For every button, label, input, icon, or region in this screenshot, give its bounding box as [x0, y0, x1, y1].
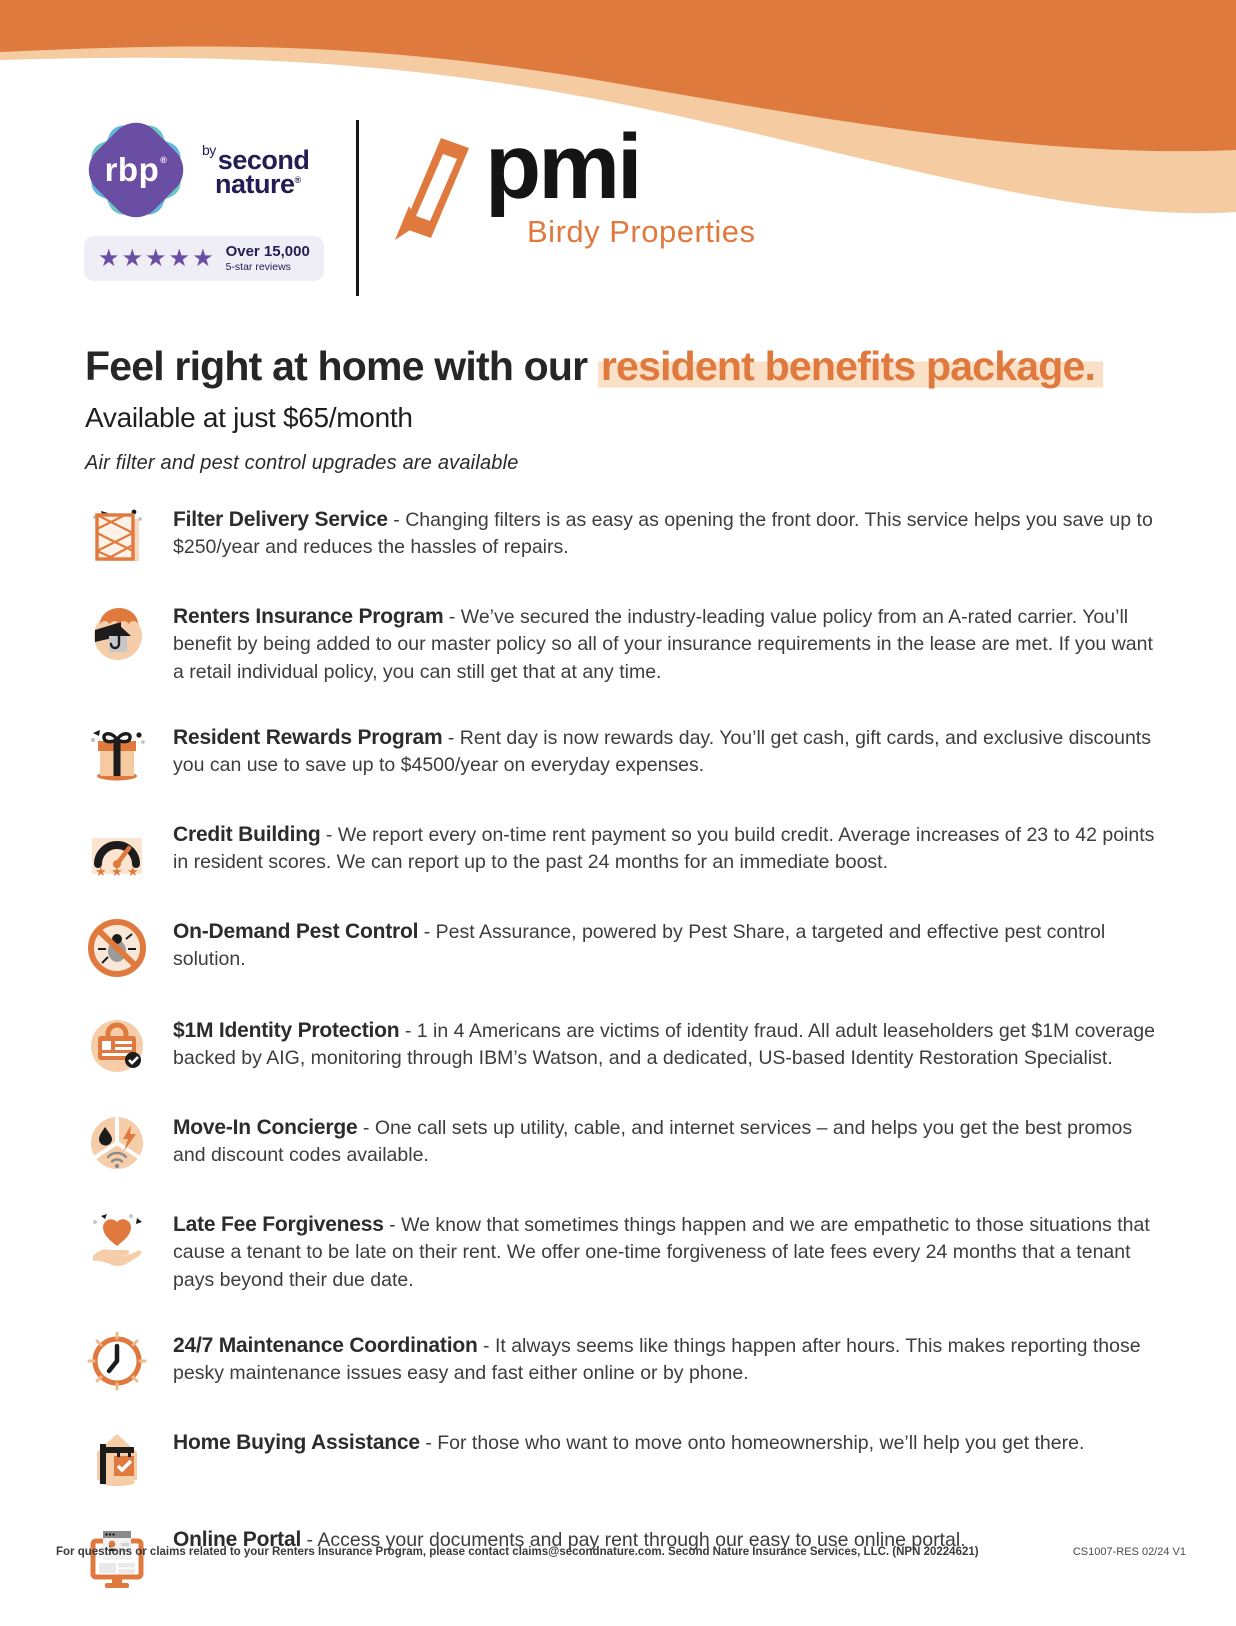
benefit-item-pest-control: On-Demand Pest Control - Pest Assurance, powered by Pest Share, a targeted and effective pest control solution.: [85, 917, 1155, 979]
svg-text:★: ★: [111, 865, 123, 881]
benefit-item-credit-building: ★ ★ ★ Credit Building - We report every on-time rent payment so you build credit. Average increases of 23 to 42 points in resident scores. We can report up to the past 24 months for an immediate boost.: [85, 820, 1155, 880]
gift-icon: [85, 723, 149, 783]
pmi-company-name: Birdy Properties: [527, 213, 756, 249]
no-pests-icon: [85, 917, 149, 979]
heart-in-hand-icon: [85, 1210, 149, 1270]
benefit-title: Resident Rewards Program: [173, 726, 443, 750]
benefit-description: 1 in 4 Americans are victims of identity fraud. All adult leaseholders get $1M coverage backed by AIG, monitoring through IBM’s Watson, and a dedicated, US-based Identity Restoration Specialist.: [173, 1020, 1155, 1070]
benefit-item-late-fee-forgiveness: Late Fee Forgiveness - We know that sometimes things happen and we are empathetic to those situations that cause a tenant to be late on their rent. We offer one-time forgiveness of late fees every 24 months that a tenant pays beyond their due date.: [85, 1210, 1155, 1294]
upgrade-note: Air filter and pest control upgrades are available: [85, 452, 519, 475]
benefit-title: Online Portal: [173, 1528, 302, 1552]
highlighted-title-text: resident benefits package.: [598, 343, 1103, 389]
benefits-list: [85, 505, 1155, 1589]
hero-section: [85, 344, 1155, 475]
benefit-title: Home Buying Assistance: [173, 1431, 420, 1455]
benefit-description: It always seems like things happen after hours. This makes reporting those pesky maintenance issues easy and fast either online or by phone.: [173, 1335, 1141, 1385]
benefit-description: We’ve secured the industry-leading value policy from an A-rated carrier. You’ll benefit by being added to our master policy so all of your insurance requirements in the lease are met. If you want a retail individual policy, you can still get that at any time.: [173, 606, 1153, 683]
reviews-badge: [84, 236, 324, 281]
benefit-item-renters-insurance: Renters Insurance Program - We’ve secured the industry-leading value policy from an A-rated carrier. You’ll benefit by being added to our master policy so all of your insurance requirements in the lease are met. If you want a retail individual policy, you can still get that at any time.: [85, 602, 1155, 686]
benefit-description: For those who want to move onto homeownership, we’ll help you get there.: [437, 1432, 1085, 1455]
benefit-item-online-portal: Online Portal - Access your documents and pay rent through our easy to use online portal.: [85, 1525, 1155, 1589]
pmi-logo: [389, 118, 756, 250]
pmi-wordmark: pmi: [485, 116, 640, 218]
second-nature-wordmark: $^{by}$second nature®: [202, 141, 310, 199]
benefit-title: Renters Insurance Program: [173, 605, 444, 629]
benefit-item-move-in-concierge: Move-In Concierge - One call sets up utility, cable, and internet services – and helps you get the best promos and discount codes available.: [85, 1113, 1155, 1173]
benefit-description: Access your documents and pay rent through our easy to use online portal.: [317, 1529, 966, 1552]
benefit-item-home-buying: Home Buying Assistance - For those who want to move onto homeownership, we’ll help you get there.: [85, 1428, 1155, 1488]
clock-icon: [85, 1331, 149, 1391]
air-filter-icon: [85, 505, 149, 565]
reviews-label: 5-star reviews: [225, 260, 291, 273]
benefit-title: Late Fee Forgiveness: [173, 1213, 384, 1237]
footer-document-code: CS1007-RES 02/24 V1: [1072, 1546, 1186, 1558]
id-card-icon: [85, 1016, 149, 1076]
benefit-title: $1M Identity Protection: [173, 1019, 400, 1043]
rbp-logo-icon: [84, 118, 188, 222]
benefit-item-filter-delivery: Filter Delivery Service - Changing filters is as easy as opening the front door. This service helps you save up to $250/year and reduces the hassles of repairs.: [85, 505, 1155, 565]
benefit-title: Credit Building: [173, 823, 321, 847]
benefit-description: We report every on-time rent payment so you build credit. Average increases of 23 to 42 points in resident scores. We can report up to the past 24 months for an immediate boost.: [173, 824, 1155, 874]
five-stars-icon: ★★★★★: [98, 244, 216, 272]
pmi-logo-icon: [389, 132, 475, 244]
benefit-item-maintenance: 24/7 Maintenance Coordination - It always seems like things happen after hours. This makes reporting those pesky maintenance issues easy and fast either online or by phone.: [85, 1331, 1155, 1391]
page-title: Feel right at home with our resident benefits package.: [85, 344, 1155, 389]
house-sale-sign-icon: [85, 1428, 149, 1488]
rbp-second-nature-logo: [84, 118, 326, 281]
price-subtitle: Available at just $65/month: [85, 402, 413, 434]
svg-text:★: ★: [127, 865, 139, 881]
benefit-title: Move-In Concierge: [173, 1116, 358, 1140]
utilities-icon: [85, 1113, 149, 1173]
benefit-description: Changing filters is as easy as opening the front door. This service helps you save up to $250/year and reduces the hassles of repairs.: [173, 509, 1153, 559]
footer-insurance-note: For questions or claims related to your Renters Insurance Program, please contact claims@secondnature.com. Second Nature Insurance Services, LLC. (NPN 20224621): [56, 1546, 979, 1558]
benefit-title: 24/7 Maintenance Coordination: [173, 1334, 478, 1358]
benefit-item-identity-protection: $1M Identity Protection - 1 in 4 Americans are victims of identity fraud. All adult leaseholders get $1M coverage backed by AIG, monitoring through IBM’s Watson, and a dedicated, US-based Identity Restoration Specialist.: [85, 1016, 1155, 1076]
umbrella-house-icon: [85, 602, 149, 662]
footer: [56, 1546, 1186, 1558]
logo-divider: [356, 120, 359, 296]
benefit-description: Rent day is now rewards day. You’ll get cash, gift cards, and exclusive discounts you can use to save up to $4500/year on everyday expenses.: [173, 727, 1151, 777]
benefit-description: One call sets up utility, cable, and internet services – and helps you get the best promos and discount codes available.: [173, 1117, 1133, 1167]
benefit-description: Pest Assurance, powered by Pest Share, a targeted and effective pest control solution.: [173, 921, 1106, 971]
reviews-count: Over 15,000: [225, 243, 310, 260]
benefit-title: Filter Delivery Service: [173, 508, 388, 532]
benefit-item-resident-rewards: Resident Rewards Program - Rent day is now rewards day. You’ll get cash, gift cards, and exclusive discounts you can use to save up to $4500/year on everyday expenses.: [85, 723, 1155, 783]
credit-gauge-icon: [85, 820, 149, 880]
benefit-title: On-Demand Pest Control: [173, 920, 419, 944]
rbp-logo-text: rbp ®: [104, 151, 168, 188]
header-logos: [84, 118, 756, 296]
svg-text:★: ★: [95, 865, 107, 881]
benefit-description: We know that sometimes things happen and we are empathetic to those situations that cause a tenant to be late on their rent. We offer one-time forgiveness of late fees every 24 months that a tenant pays beyond their due date.: [173, 1214, 1150, 1291]
